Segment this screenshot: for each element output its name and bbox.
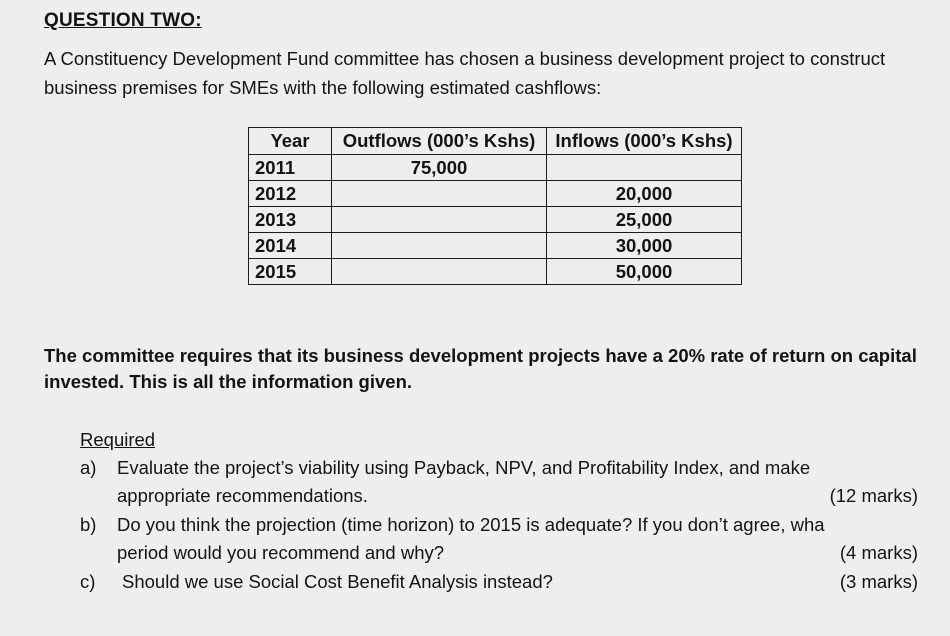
- question-a-text-line1: Evaluate the project’s viability using Payback, NPV, and Profitability Index, and make: [117, 457, 811, 478]
- intro-paragraph: A Constituency Development Fund committee has chosen a business development project to construct business premises for SMEs with the following estimated cashflows:: [44, 48, 886, 98]
- header-year: Year: [249, 128, 332, 155]
- cell-year: 2011: [249, 155, 332, 181]
- header-outflows: Outflows (000’s Kshs): [332, 128, 547, 155]
- table-header-row: [249, 128, 742, 155]
- cell-outflow: [332, 259, 547, 285]
- cell-year: 2014: [249, 233, 332, 259]
- question-b-marks: (4 marks): [839, 542, 918, 563]
- question-c-label: c): [80, 571, 96, 592]
- table-row: [249, 181, 742, 207]
- table-row: [249, 259, 742, 285]
- question-a-marks: (12 marks): [829, 485, 918, 506]
- cell-outflow: 75,000: [332, 155, 547, 181]
- question-b-text-line1: Do you think the projection (time horizon) to 2015 is adequate? If you don’t agree, wha: [117, 514, 825, 535]
- question-a-label: a): [80, 457, 97, 478]
- cell-inflow: 20,000: [547, 181, 742, 207]
- cell-outflow: [332, 233, 547, 259]
- question-a-text-line2: appropriate recommendations.: [117, 485, 368, 506]
- header-inflows: Inflows (000’s Kshs): [547, 128, 742, 155]
- cell-year: 2013: [249, 207, 332, 233]
- requirement-note: The committee requires that its business development projects have a 20% rate of return on capital invested. This is all the information given.: [44, 345, 917, 392]
- cell-outflow: [332, 207, 547, 233]
- cell-year: 2015: [249, 259, 332, 285]
- question-heading: QUESTION TWO:: [44, 10, 202, 31]
- question-b-text-line2: period would you recommend and why?: [117, 542, 445, 563]
- table-row: [249, 207, 742, 233]
- cell-inflow: 25,000: [547, 207, 742, 233]
- cell-outflow: [332, 181, 547, 207]
- cashflow-table: [248, 127, 742, 285]
- required-label: Required: [80, 429, 156, 450]
- cell-inflow: [547, 155, 742, 181]
- table-row: [249, 155, 742, 181]
- cell-inflow: 50,000: [547, 259, 742, 285]
- cell-inflow: 30,000: [547, 233, 742, 259]
- question-b-label: b): [80, 514, 97, 535]
- table-row: [249, 233, 742, 259]
- cell-year: 2012: [249, 181, 332, 207]
- question-c-text: Should we use Social Cost Benefit Analysis instead?: [122, 571, 553, 592]
- question-c-marks: (3 marks): [839, 571, 918, 592]
